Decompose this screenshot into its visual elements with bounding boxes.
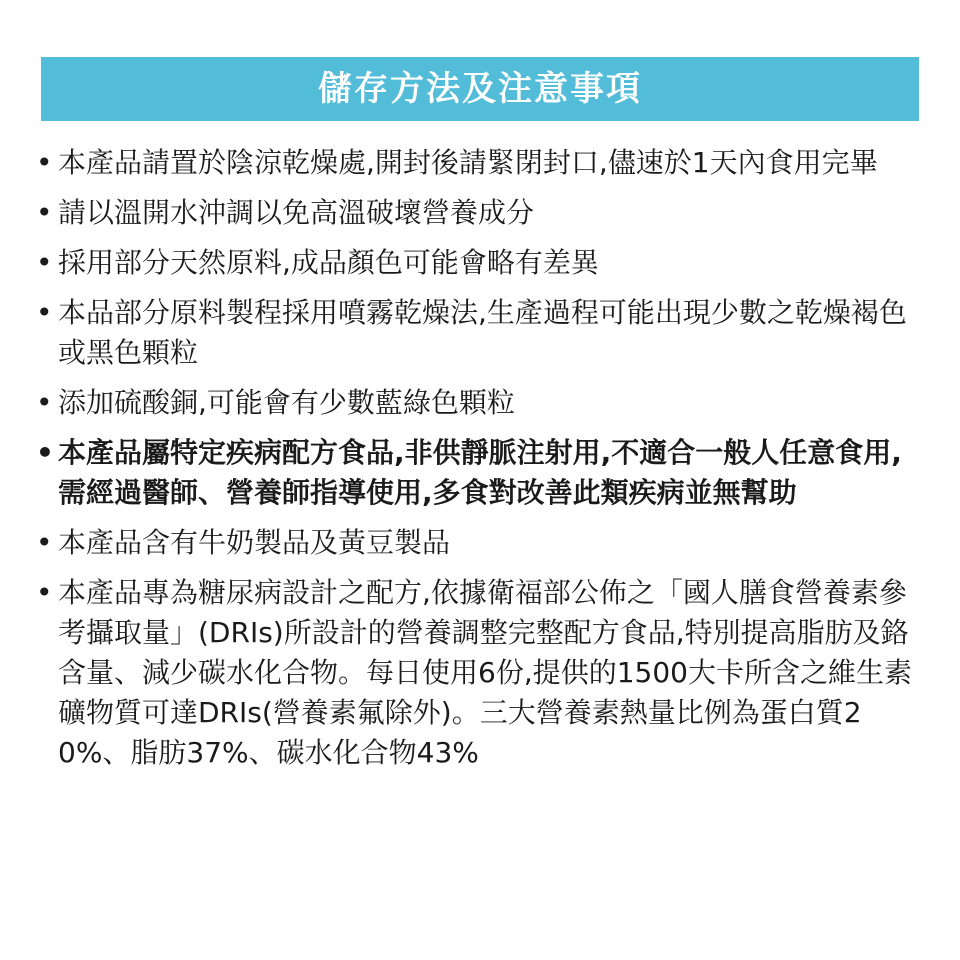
list-item <box>36 143 926 183</box>
bullet-icon: • <box>36 246 53 279</box>
bullet-icon: • <box>36 436 54 469</box>
note-text: 本產品屬特定疾病配方食品,非供靜脈注射用,不適合一般人任意食用,需經過醫師、營養師指導使用,多食對改善此類疾病並無幫助 <box>58 436 902 509</box>
section-header <box>41 57 919 121</box>
bullet-icon: • <box>36 296 53 329</box>
note-text: 本品部分原料製程採用噴霧乾燥法,生產過程可能出現少數之乾燥褐色或黑色顆粒 <box>58 296 907 369</box>
bullet-icon: • <box>36 196 53 229</box>
list-item <box>36 193 926 233</box>
note-text: 採用部分天然原料,成品顏色可能會略有差異 <box>58 246 599 279</box>
note-text: 請以溫開水沖調以免高溫破壞營養成分 <box>58 196 535 229</box>
list-item <box>36 573 926 773</box>
list-item <box>36 243 926 283</box>
bullet-icon: • <box>36 526 53 559</box>
bullet-icon: • <box>36 386 53 419</box>
note-text: 本產品專為糖尿病設計之配方,依據衛福部公佈之「國人膳食營養素參考攝取量」(DRIs)所設計的營養調整完整配方食品,特別提高脂肪及鉻含量、減少碳水化合物。每日使用6份,提供的1500大卡所含之維生素礦物質可達DRIs(營養素氟除外)。三大營養素熱量比例為蛋白質20%、脂肪37%、碳水化合物43% <box>58 576 912 769</box>
list-item <box>36 383 926 423</box>
bullet-icon: • <box>36 146 53 179</box>
note-text: 本產品含有牛奶製品及黃豆製品 <box>58 526 451 559</box>
list-item <box>36 293 926 373</box>
note-text: 本產品請置於陰涼乾燥處,開封後請緊閉封口,儘速於1天內食用完畢 <box>58 146 878 179</box>
bullet-icon: • <box>36 576 53 609</box>
list-item-warning <box>36 433 926 513</box>
notes-list <box>36 143 926 783</box>
list-item <box>36 523 926 563</box>
note-text: 添加硫酸銅,可能會有少數藍綠色顆粒 <box>58 386 515 419</box>
section-title: 儲存方法及注意事項 <box>318 69 642 109</box>
